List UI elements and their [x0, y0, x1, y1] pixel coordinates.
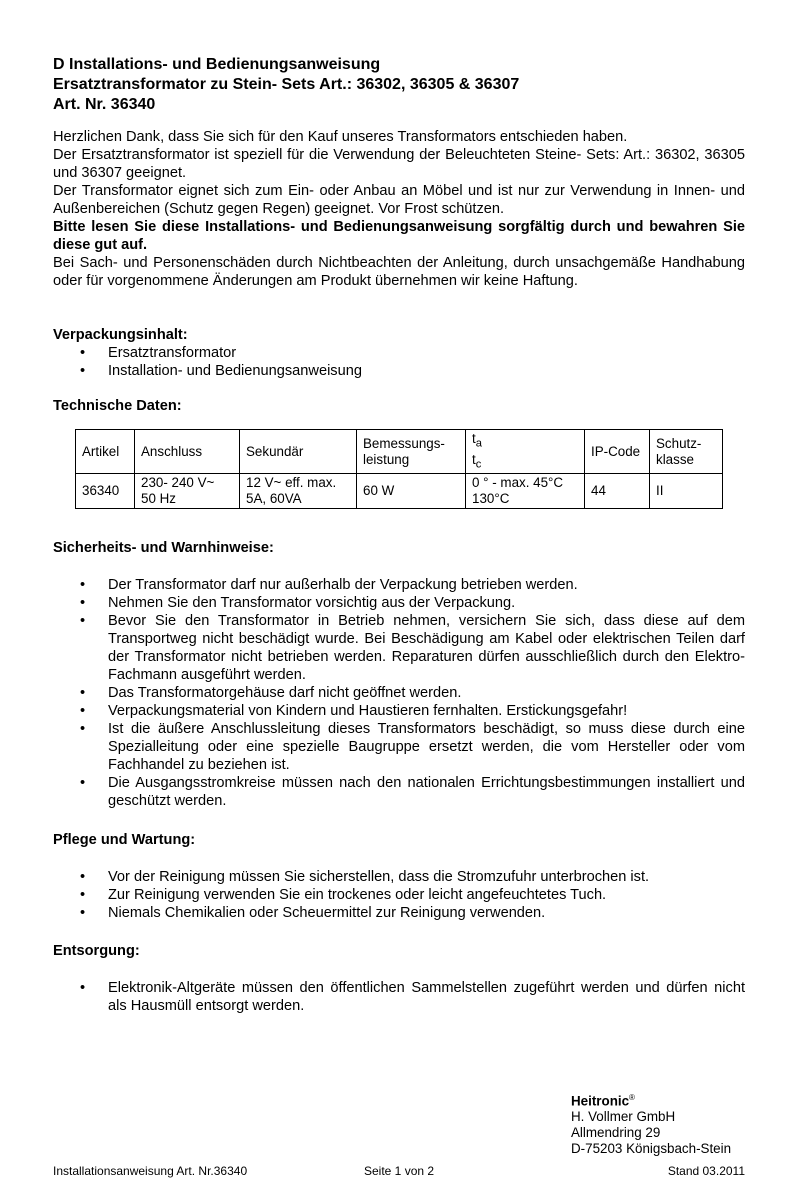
bullet-icon: •: [80, 613, 86, 630]
list-item: • Der Transformator darf nur außerhalb der Verpackung betrieben werden.: [80, 577, 578, 594]
bullet-icon: •: [80, 980, 86, 997]
intro-paragraph: Bei Sach- und Personenschäden durch Nichtbeachten der Anleitung, durch unsachgemäße Handhabung oder für vorgenommene Änderungen am Produkt übernehmen wir keine Haftung.: [53, 255, 745, 289]
table-cell: Anschluss: [135, 430, 240, 474]
bullet-icon: •: [80, 595, 86, 612]
table-cell: 60 W: [357, 474, 466, 509]
address-line: Allmendring 29: [571, 1125, 661, 1141]
table-cell: Sekundär: [240, 430, 357, 474]
table-cell: 230- 240 V~ 50 Hz: [135, 474, 240, 509]
bullet-icon: •: [80, 775, 86, 792]
packaging-heading: Verpackungsinhalt:: [53, 327, 188, 343]
table-cell: II: [650, 474, 723, 509]
bullet-icon: •: [80, 905, 86, 922]
list-item: • Das Transformatorgehäuse darf nicht geöffnet werden.: [80, 685, 462, 702]
disposal-heading: Entsorgung:: [53, 943, 140, 960]
list-item: • Die Ausgangsstromkreise müssen nach den nationalen Errichtungsbestimmungen installiert und geschützt werden.: [80, 775, 745, 810]
bullet-icon: •: [80, 685, 86, 702]
bullet-icon: •: [80, 721, 86, 738]
list-item: • Bevor Sie den Transformator in Betrieb nehmen, versichern Sie sich, dass diese auf dem Transportweg nicht beschädigt wurde. Bei Beschädigung am Kabel oder elektrischen Teilen darf der Transformator nicht betrieben werden. Reparaturen dürfen ausschließlich durch den Elektro-Fachmann ausgeführt werden.: [80, 613, 745, 684]
intro-paragraph: Der Ersatztransformator ist speziell für die Verwendung der Beleuchteten Steine- Sets: Art.: 36302, 36305 und 36307 geeignet.: [53, 147, 745, 181]
footer-page-number: Seite 1 von 2: [364, 1164, 435, 1178]
bullet-icon: •: [80, 703, 86, 720]
list-item: • Niemals Chemikalien oder Scheuermittel zur Reinigung verwenden.: [80, 905, 546, 922]
table-cell: $t_a$ $t_c$: [466, 430, 585, 474]
table-cell: Schutz- klasse: [650, 430, 723, 474]
tech-table: [75, 429, 723, 509]
intro-paragraph: Herzlichen Dank, dass Sie sich für den Kauf unseres Transformators entschieden haben.: [53, 129, 628, 145]
list-item: • Zur Reinigung verwenden Sie ein trockenes oder leicht angefeuchtetes Tuch.: [80, 887, 607, 904]
table-cell: IP-Code: [585, 430, 650, 474]
bullet-icon: •: [80, 363, 86, 379]
tech-heading: Technische Daten:: [53, 398, 182, 414]
table-cell: Bemessungs- leistung: [357, 430, 466, 474]
list-item: • Installation- und Bedienungsanweisung: [80, 363, 362, 379]
bullet-icon: •: [80, 887, 86, 904]
address-line: H. Vollmer GmbH: [571, 1109, 676, 1125]
title-line-3: Art. Nr. 36340: [53, 96, 156, 113]
list-item: • Ersatztransformator: [80, 345, 237, 361]
company-address: [571, 1090, 731, 1157]
list-item: • Ist die äußere Anschlussleitung dieses Transformators beschädigt, so muss diese durch eine Spezialleitung oder eine spezielle Baugruppe ersetzt werden, die vom Hersteller oder vom Fachhandel zu beziehen ist.: [80, 721, 745, 774]
document-page: [53, 55, 745, 1015]
list-item: • Verpackungsmaterial von Kindern und Haustieren fernhalten. Erstickungsgefahr!: [80, 703, 628, 720]
footer-left: Installationsanweisung Art. Nr.36340: [53, 1164, 248, 1178]
care-list: [53, 868, 745, 922]
table-row: [76, 474, 723, 509]
address-line: D-75203 Königsbach-Stein: [571, 1141, 732, 1157]
bullet-icon: •: [80, 577, 86, 594]
table-cell: 12 V~ eff. max. 5A, 60VA: [240, 474, 357, 509]
intro-paragraph: Der Transformator eignet sich zum Ein- oder Anbau an Möbel und ist nur zur Verwendung in Innen- und Außenbereichen (Schutz gegen Regen) geeignet. Vor Frost schützen.: [53, 183, 745, 217]
safety-heading: Sicherheits- und Warnhinweise:: [53, 540, 274, 557]
title-line-2: Ersatztransformator zu Stein- Sets Art.: 36302, 36305 & 36307: [53, 76, 520, 93]
table-cell: 44: [585, 474, 650, 509]
bullet-icon: •: [80, 869, 86, 886]
list-item: • Nehmen Sie den Transformator vorsichtig aus der Verpackung.: [80, 595, 516, 612]
safety-list: [53, 576, 745, 810]
registered-mark: ®: [629, 1093, 635, 1102]
bullet-icon: •: [80, 345, 86, 361]
care-heading: Pflege und Wartung:: [53, 832, 196, 849]
disposal-list: [53, 979, 745, 1015]
intro-section: [53, 128, 745, 290]
title-line-1: D Installations- und Bedienungsanweisung: [53, 56, 381, 73]
table-header-row: [76, 430, 723, 474]
packaging-list: [53, 344, 745, 380]
list-item: • Elektronik-Altgeräte müssen den öffentlichen Sammelstellen zugeführt werden und dürfen nicht als Hausmüll entsorgt werden.: [80, 980, 745, 1015]
table-cell: 36340: [76, 474, 135, 509]
footer-date: Stand 03.2011: [667, 1164, 745, 1178]
table-cell: 0 ° - max. 45°C 130°C: [466, 474, 585, 509]
table-cell: Artikel: [76, 430, 135, 474]
company-name: Heitronic: [571, 1093, 630, 1109]
document-title: [53, 55, 745, 115]
intro-warning: Bitte lesen Sie diese Installations- und Bedienungsanweisung sorgfältig durch und bewahren Sie diese gut auf.: [53, 219, 745, 253]
list-item: • Vor der Reinigung müssen Sie sicherstellen, dass die Stromzufuhr unterbrochen ist.: [80, 869, 650, 886]
